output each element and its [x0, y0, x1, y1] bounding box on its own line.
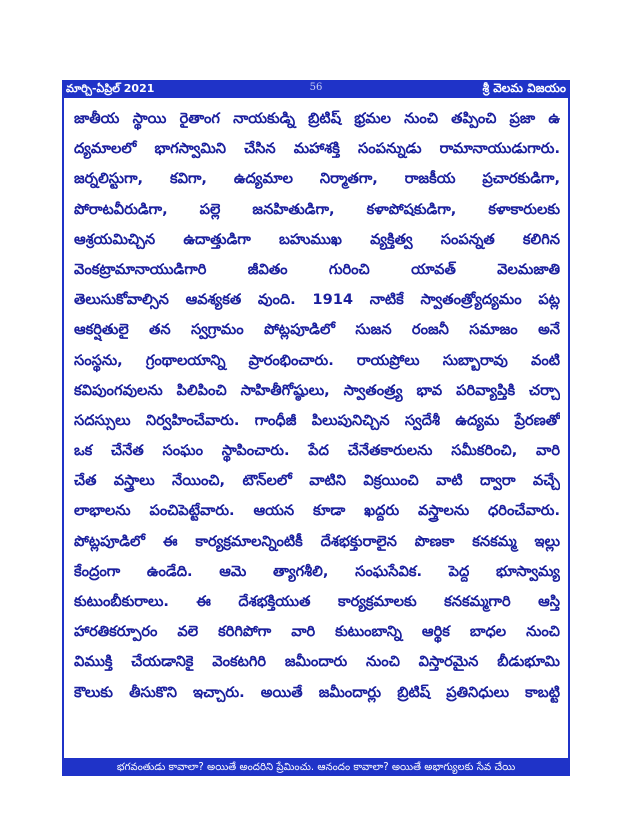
article-line: సదస్సులు నిర్వహించేవారు. గాంధీజీ పిలుపునిచ్చిన స్వదేశీ ఉద్యమ ప్రేరణతో: [74, 411, 560, 429]
article-line: ద్యమాలలో భాగస్వామిని చేసిన మహాశక్తి సంపన్నుడు రామానాయుడుగారు.: [74, 140, 560, 158]
article-line: ఆకర్షితులై తన స్వగ్రామం పోట్లపూడిలో సుజన రంజనీ సమాజం అనే: [74, 321, 560, 339]
article-line: చేత వస్త్రాలు నేయించి, టౌన్‌లలో వాటిని విక్రయించి వాటి ద్వారా వచ్చే: [74, 472, 560, 490]
article-line: జాతీయ స్థాయి రైతాంగ నాయకుడ్ని బ్రిటిష్ భ్రమల నుంచి తప్పించి ప్రజా ఉ: [74, 110, 560, 127]
article-line: కవిపుంగవులను పిలిపించి సాహితీగోష్ఠులు, స్వాతంత్ర్య భావ పరివ్యాప్తికి చర్చా: [74, 381, 560, 399]
article-line: ఆశ్రయమిచ్చిన ఉదాత్తుడిగా బహుముఖ వ్యక్తిత్వ సంపన్నత కలిగిన: [74, 230, 560, 248]
article-line: పోట్లపూడిలో ఈ కార్యక్రమాలన్నింటికీ దేశభక్తురాలైన పొణకా కనకమ్మ ఇల్లు: [74, 532, 560, 550]
article-body: [62, 98, 570, 758]
article-line: పోరాటవీరుడిగా, పల్లె జనహితుడిగా, కళాపోషకుడిగా, కళాకారులకు: [74, 200, 560, 218]
article-line: విముక్తి చేయడానికై వెంకటగిరి జమీందారు నుంచి విస్తారమైన బీడుభూమి: [74, 653, 560, 671]
article-line: వెంకట్రామానాయుడిగారి జీవితం గురించి యావత్ వెలమజాతి: [74, 260, 560, 278]
article-line: లాభాలను పంచిపెట్టేవారు. ఆయన కూడా ఖద్దరు వస్త్రాలను ధరించేవారు.: [74, 502, 560, 520]
issue-date: మార్చి-ఏప్రిల్ 2021: [66, 82, 155, 95]
article-line: కుటుంబీకురాలు. ఈ దేశభక్తియుత కార్యక్రమాలకు కనకమ్మగారి ఆస్తి: [74, 593, 560, 610]
article-line: తెలుసుకోవాల్సిన ఆవశ్యకత వుంది. 1914 నాటికే స్వాతంత్ర్యోద్యమం పట్ల: [74, 291, 560, 309]
article-line: జర్నలిస్టుగా, కవిగా, ఉద్యమాల నిర్మాతగా, రాజకీయ ప్రచారకుడిగా,: [74, 170, 560, 188]
magazine-title: శ్రీ వెలమ విజయం: [482, 81, 566, 95]
article-line: ఒక చేనేత సంఘం స్థాపించారు. పేద చేనేతకారులను సమీకరించి, వారి: [74, 442, 560, 460]
page-footer: [62, 758, 570, 776]
article-line: సంస్థను, గ్రంథాలయాన్ని ప్రారంభించారు. రాయప్రోలు సుబ్బారావు వంటి: [74, 351, 560, 369]
article-line: హారతికర్పూరం వలె కరిగిపోగా వారి కుటుంబాన్ని ఆర్థిక బాధల నుంచి: [74, 623, 560, 641]
article-line: కౌలుకు తీసుకొని ఇచ్చారు. అయితే జమీందార్లు బ్రిటిష్ ప్రతినిధులు కాబట్టి: [74, 683, 560, 701]
article-line: కేంద్రంగా ఉండేది. ఆమె త్యాగశీలి, సంఘసేవిక. పెద్ద భూస్వామ్య: [74, 562, 560, 580]
article-text: [74, 104, 560, 708]
page-number: 56: [309, 82, 323, 93]
page-header: [62, 80, 570, 98]
footer-quote: భగవంతుడు కావాలా? అయితే అందరిని ప్రేమించు. ఆనందం కావాలా? అయితే అభాగ్యులకు సేవ చేయి: [116, 762, 516, 773]
